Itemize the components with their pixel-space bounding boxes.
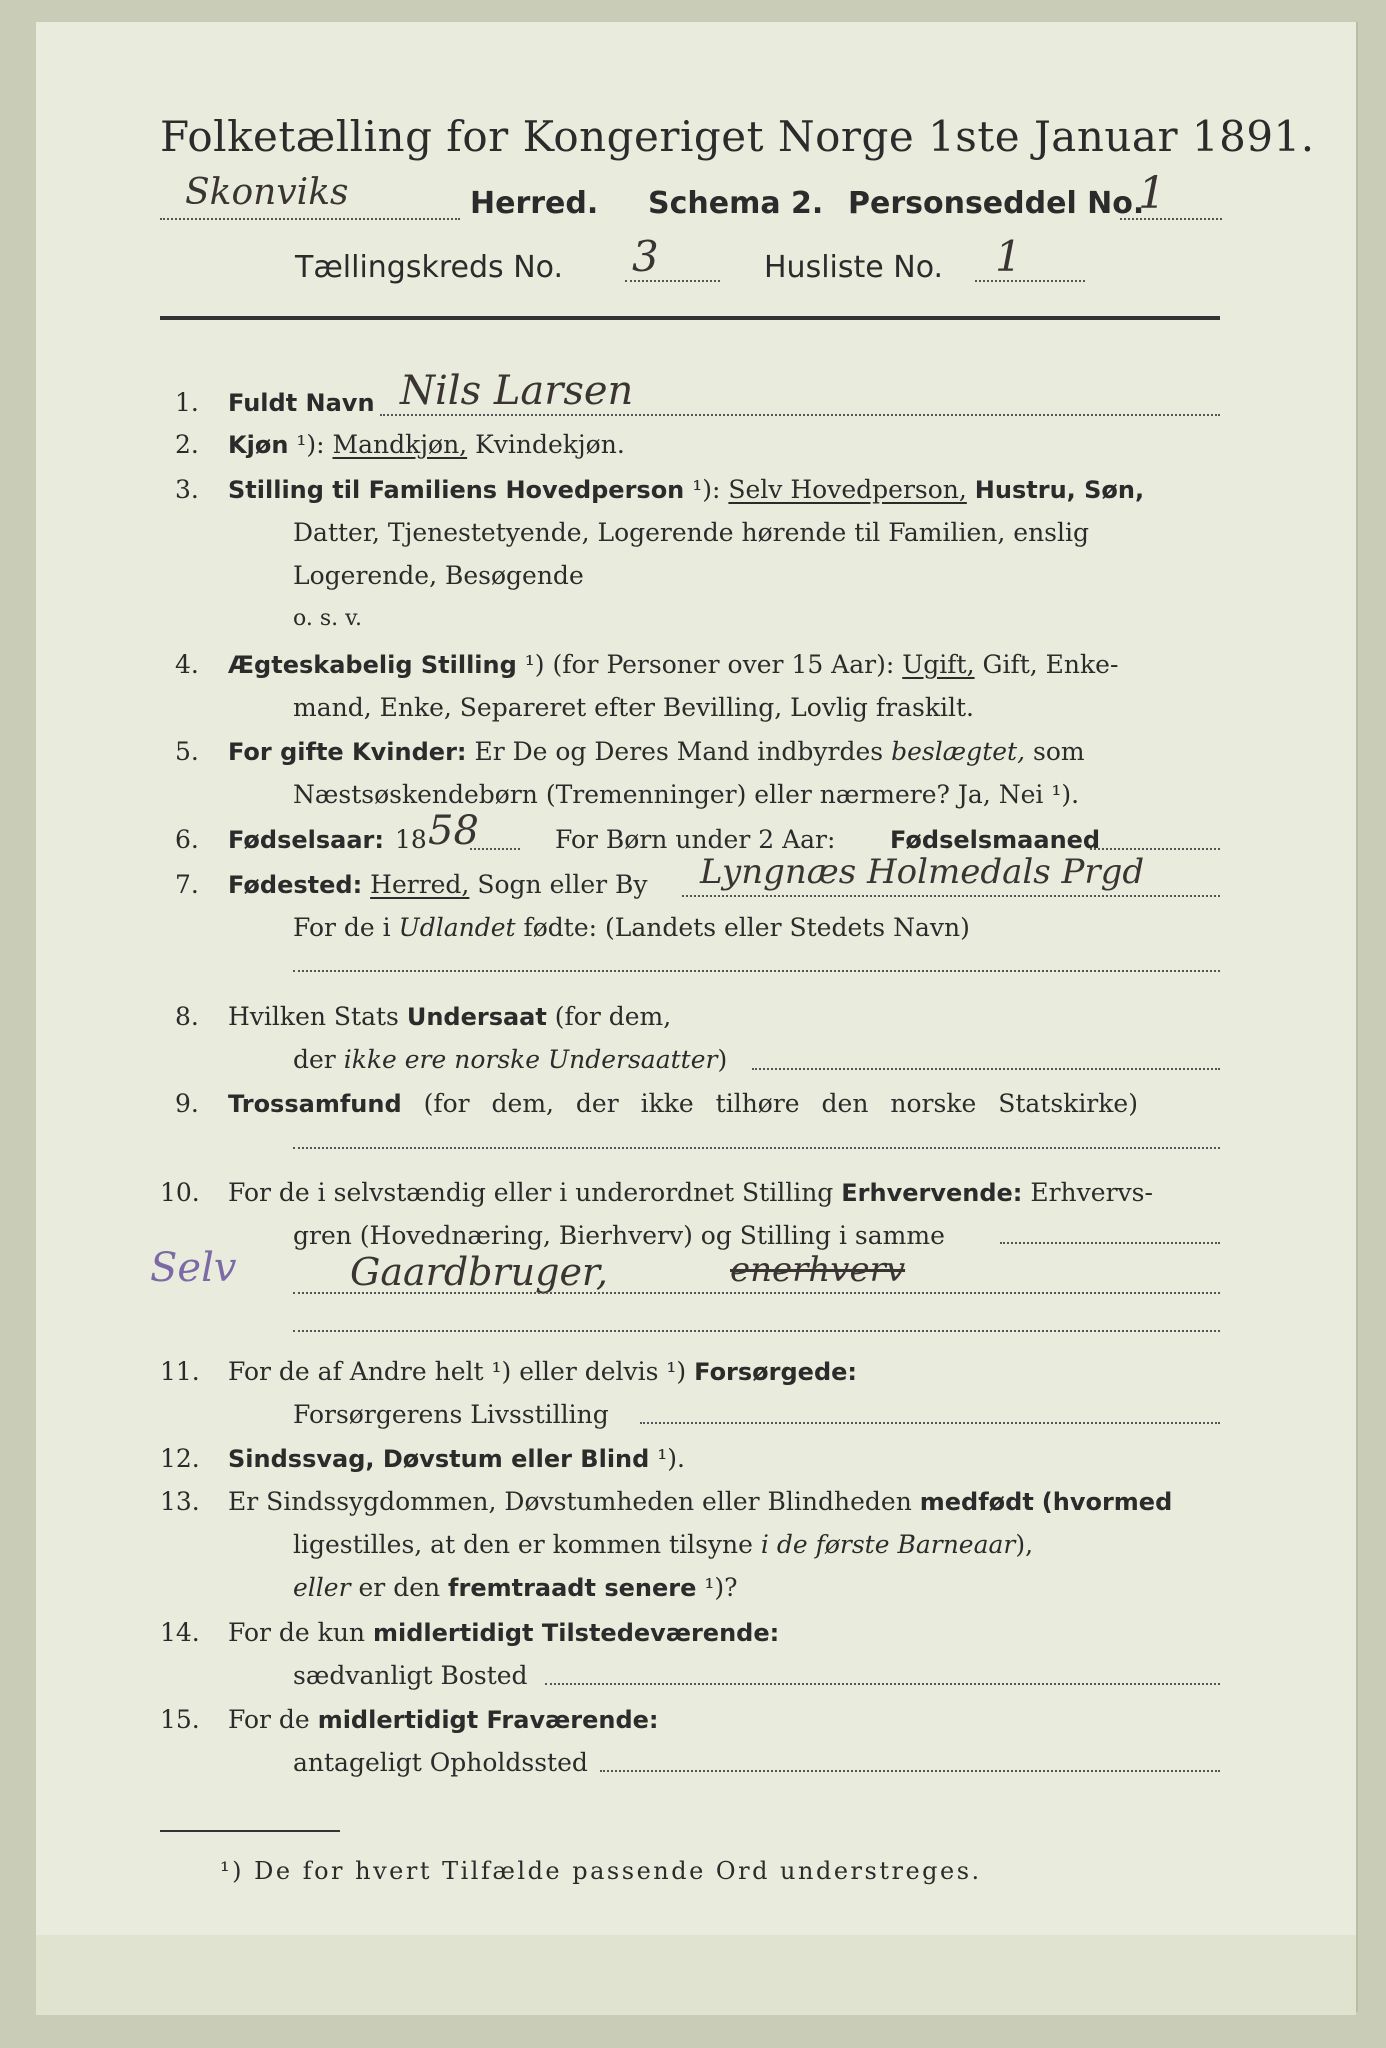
q1-dots	[380, 414, 1220, 416]
q11-label: Forsørgede:	[694, 1358, 858, 1386]
husliste-number: 1	[995, 232, 1022, 281]
q8-line2-b: )	[717, 1045, 728, 1074]
q8-text1: Hvilken Stats	[228, 1002, 399, 1031]
q13-line3-a: er den	[358, 1573, 441, 1602]
q2-label: Kjøn	[228, 431, 289, 459]
taellingskreds-dots	[625, 280, 720, 282]
q13-line3-c: ¹)?	[704, 1573, 738, 1602]
taellingskreds-number: 3	[632, 232, 659, 281]
q7-line2-udlandet: Udlandet	[398, 913, 516, 942]
q7-line2-b: fødte: (Landets eller Stedets Navn)	[523, 913, 970, 942]
husliste-label: Husliste No.	[764, 250, 944, 285]
q4-number: 4.	[175, 650, 199, 679]
q6-label: Fødselsaar:	[228, 826, 384, 854]
q4-line2: mand, Enke, Separeret efter Bevilling, Lovlig fraskilt.	[293, 693, 974, 722]
q6-label2: Fødselsmaaned	[890, 826, 1101, 854]
q13-line3-italic: eller	[293, 1573, 351, 1602]
q5-text1-italic: beslægtet,	[891, 737, 1026, 766]
q3-line1-rest: Hustru, Søn,	[974, 476, 1145, 504]
husliste-dots	[975, 280, 1085, 282]
q3-line3: Logerende, Besøgende	[293, 561, 584, 590]
q6-year-prefix: 18	[395, 825, 427, 854]
q6-number: 6.	[175, 825, 199, 854]
q2-sup: ¹):	[296, 430, 325, 459]
q13-label: medfødt	[919, 1488, 1034, 1516]
q6-dots	[1090, 848, 1220, 850]
q7-option-herred: Herred,	[370, 870, 470, 899]
q8-text1-rest: (for dem,	[554, 1002, 672, 1031]
q13-line2-b: ),	[1015, 1530, 1034, 1559]
q1-answer: Nils Larsen	[400, 368, 634, 414]
q12-sup: ¹).	[657, 1444, 685, 1473]
q10-number: 10.	[160, 1178, 200, 1207]
q10-answer-margin: Selv	[150, 1245, 237, 1291]
q8-dots	[752, 1068, 1220, 1070]
q7-dots	[682, 895, 1220, 897]
q2-option-mandkjon: Mandkjøn,	[332, 430, 468, 459]
q10-extra-dots	[293, 1330, 1220, 1332]
q1-label: Fuldt Navn	[228, 389, 375, 417]
q8-line2-a: der	[293, 1045, 336, 1074]
herred-label: Herred.	[470, 186, 599, 221]
q8-label: Undersaat	[406, 1003, 547, 1031]
q4-text1-rest: Gift, Enke-	[982, 650, 1119, 679]
q5-label: For gifte Kvinder:	[228, 738, 467, 766]
q9-number: 9.	[175, 1089, 199, 1118]
q10-answer: Gaardbruger,	[350, 1250, 609, 1294]
q13-text1: Er Sindssygdommen, Døvstumheden eller Blindheden	[228, 1487, 912, 1516]
q14-dots	[545, 1683, 1220, 1685]
q12-number: 12.	[160, 1444, 200, 1473]
footnote: ¹) De for hvert Tilfælde passende Ord understreges.	[220, 1857, 982, 1885]
q13-number: 13.	[160, 1487, 200, 1516]
q12-label: Sindssvag, Døvstum eller Blind	[228, 1445, 650, 1473]
q11-text1: For de af Andre helt ¹) eller delvis ¹)	[228, 1357, 687, 1386]
personseddel-label: Personseddel No.	[848, 186, 1145, 221]
q10-answer-struck: enerhverv	[730, 1250, 906, 1290]
q6-text2: For Børn under 2 Aar:	[555, 825, 836, 854]
personseddel-number: 1	[1138, 168, 1166, 219]
header-rule	[160, 316, 1220, 320]
q10-label: Erhvervende:	[841, 1179, 1023, 1207]
q11-line2: Forsørgerens Livsstilling	[293, 1400, 609, 1429]
q9-label: Trossamfund	[228, 1090, 402, 1118]
q7-line2-a: For de i	[293, 913, 391, 942]
q3-line4: o. s. v.	[293, 606, 362, 631]
q14-label: midlertidigt Tilstedeværende:	[372, 1619, 780, 1647]
q8-number: 8.	[175, 1002, 199, 1031]
q8-line2-italic: ikke ere norske Undersaatter	[343, 1045, 718, 1074]
q13-text1-end: (hvormed	[1041, 1488, 1173, 1516]
q10-line2: gren (Hovednæring, Bierhverv) og Stilling i samme	[293, 1221, 945, 1250]
footnote-rule	[160, 1830, 340, 1832]
q14-text: For de kun	[228, 1618, 366, 1647]
q13-line3-bold: fremtraadt senere	[448, 1574, 697, 1602]
q15-dots	[600, 1770, 1220, 1772]
q3-sup: ¹):	[692, 475, 721, 504]
q14-line2: sædvanligt Bosted	[293, 1661, 528, 1690]
q10-line2-dots	[1000, 1242, 1220, 1244]
q3-label: Stilling til Familiens Hovedperson	[228, 476, 685, 504]
q14-number: 14.	[160, 1618, 200, 1647]
q11-dots	[640, 1422, 1220, 1424]
q13-line2-a: ligestilles, at den er kommen tilsyne	[293, 1530, 753, 1559]
q15-line2: antageligt Opholdssted	[293, 1748, 588, 1777]
q9-extra-dots	[293, 1147, 1220, 1149]
q4-option-ugift: Ugift,	[902, 650, 975, 679]
herred-name: Skonviks	[185, 172, 349, 213]
q15-number: 15.	[160, 1705, 200, 1734]
q4-label: Ægteskabelig Stilling	[228, 651, 517, 679]
q7-text1: Sogn eller By	[477, 870, 648, 899]
q4-text1: (for Personer over 15 Aar):	[552, 650, 895, 679]
q10-text1-end: Erhvervs-	[1030, 1178, 1153, 1207]
q5-text1-end: som	[1032, 737, 1085, 766]
q2-number: 2.	[175, 430, 199, 459]
q9-text: (for dem, der ikke tilhøre den norske Statskirke)	[423, 1089, 1138, 1118]
q6-year-handwritten: 58	[428, 808, 479, 854]
q11-number: 11.	[160, 1357, 200, 1386]
q2-option-kvindekjon: Kvindekjøn.	[475, 430, 625, 459]
q7-answer: Lyngnæs Holmedals Prgd	[700, 852, 1145, 892]
q7-number: 7.	[175, 870, 199, 899]
q6-year-dots	[470, 848, 520, 850]
q3-line2: Datter, Tjenestetyende, Logerende hørende til Familien, enslig	[293, 518, 1090, 547]
q13-line2-italic: i de første Barneaar	[760, 1530, 1016, 1559]
q4-sup: ¹)	[524, 650, 545, 679]
q15-text: For de	[228, 1705, 310, 1734]
q10-text1: For de i selvstændig eller i underordnet Stilling	[228, 1178, 834, 1207]
q5-line2: Næstsøskendebørn (Tremenninger) eller nærmere? Ja, Nei ¹).	[293, 780, 1080, 809]
q15-label: midlertidigt Fraværende:	[317, 1706, 659, 1734]
q7-extra-dots	[293, 970, 1220, 972]
sheet-bottom-edge	[36, 1935, 1356, 2015]
q3-number: 3.	[175, 475, 199, 504]
q5-number: 5.	[175, 737, 199, 766]
q7-label: Fødested:	[228, 871, 363, 899]
personseddel-dots	[1120, 218, 1222, 220]
herred-dots	[160, 218, 460, 220]
form-title: Folketælling for Kongeriget Norge 1ste Januar 1891.	[160, 112, 1315, 161]
taellingskreds-label: Tællingskreds No.	[295, 250, 563, 285]
q5-text1: Er De og Deres Mand indbyrdes	[474, 737, 884, 766]
q10-answer-dots	[293, 1292, 1220, 1294]
schema-label: Schema 2.	[648, 186, 824, 221]
q3-option-selv-hovedperson: Selv Hovedperson,	[728, 475, 967, 504]
q1-number: 1.	[175, 388, 199, 417]
